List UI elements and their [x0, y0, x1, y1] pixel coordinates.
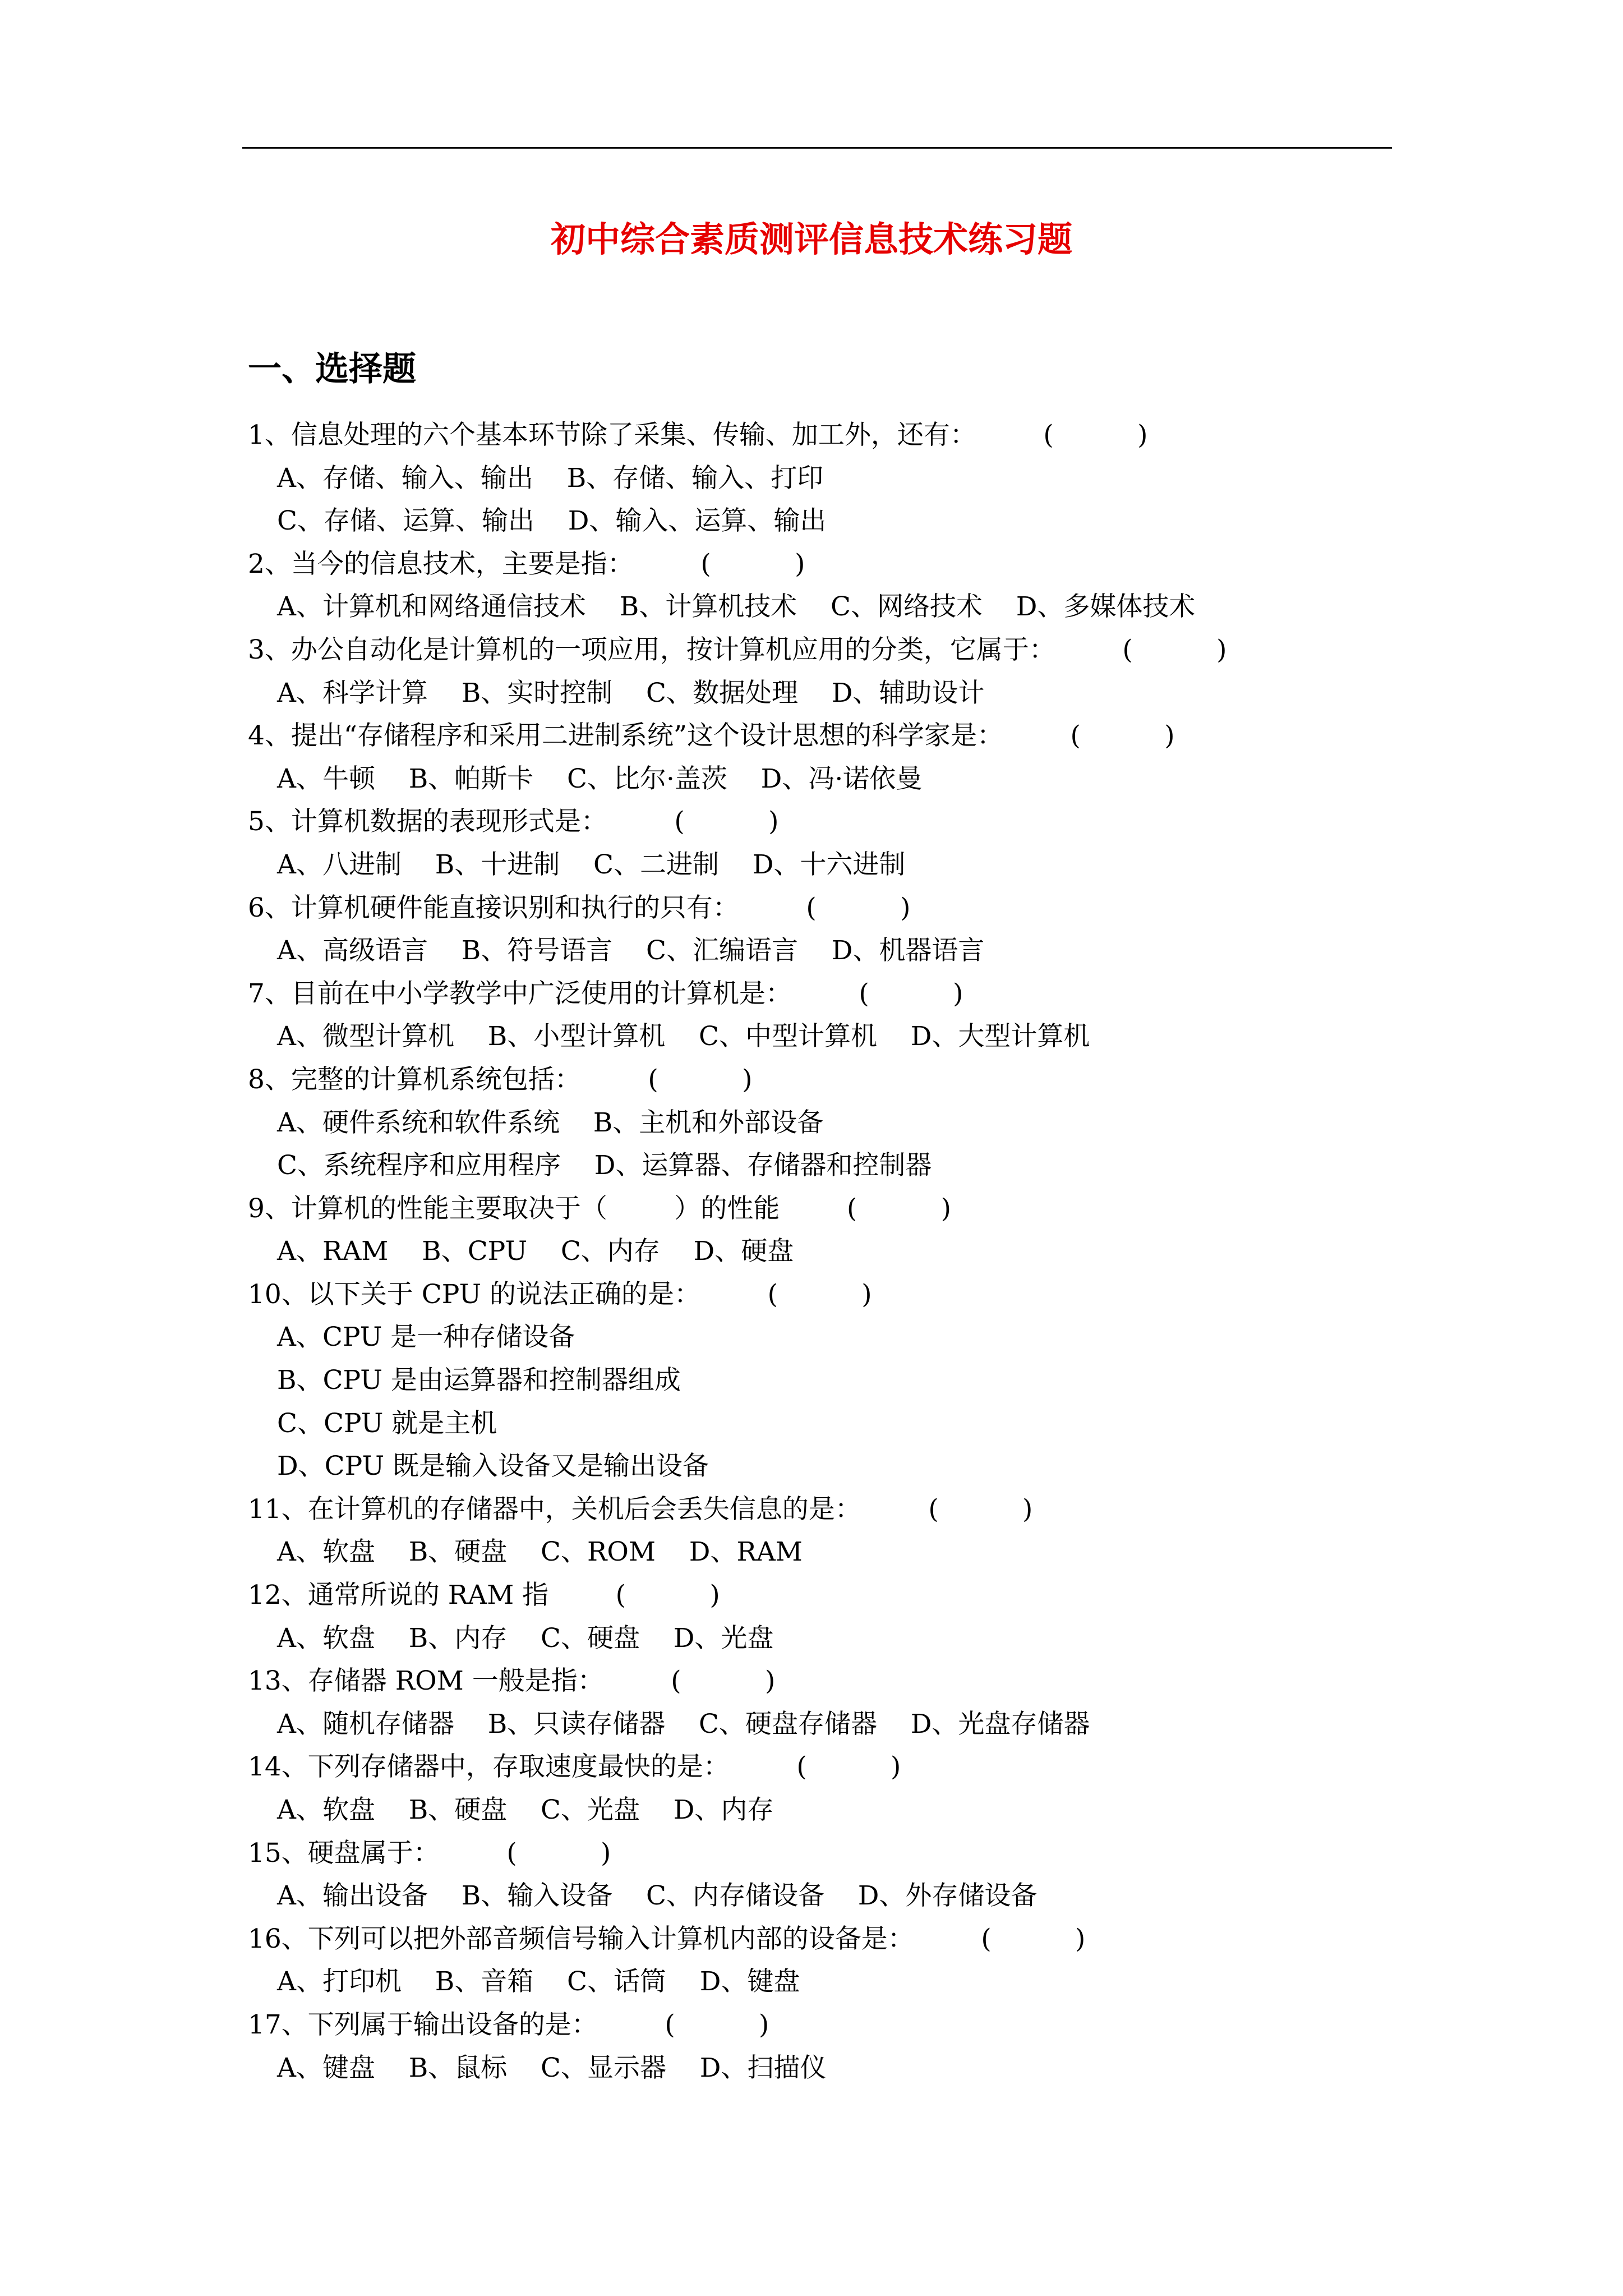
question-text: 12、通常所说的 RAM 指 ( )	[248, 1580, 720, 1611]
answer-options: A、硬件系统和软件系统 B、主机和外部设备	[277, 1107, 824, 1138]
question-text: 17、下列属于输出设备的是： ( )	[248, 2009, 769, 2040]
question-text: 15、硬盘属于： ( )	[248, 1837, 611, 1869]
question-text: 2、当今的信息技术，主要是指： ( )	[248, 548, 805, 579]
answer-options: A、存储、输入、输出 B、存储、输入、打印	[277, 462, 824, 494]
header-rule	[242, 147, 1392, 149]
answer-options: A、科学计算 B、实时控制 C、数据处理 D、辅助设计	[277, 677, 985, 708]
answer-options: C、CPU 就是主机	[277, 1407, 497, 1439]
question-list	[248, 414, 1403, 2090]
question-text: 13、存储器 ROM 一般是指： ( )	[248, 1665, 776, 1697]
answer-options: A、打印机 B、音箱 C、话筒 D、键盘	[277, 1966, 800, 1998]
answer-options: A、软盘 B、内存 C、硬盘 D、光盘	[277, 1622, 774, 1654]
answer-options: A、高级语言 B、符号语言 C、汇编语言 D、机器语言	[277, 935, 985, 967]
document-title: 初中综合素质测评信息技术练习题	[550, 219, 1072, 260]
question-text: 9、计算机的性能主要取决于（ ）的性能 ( )	[248, 1193, 952, 1224]
answer-options: C、系统程序和应用程序 D、运算器、存储器和控制器	[277, 1150, 932, 1181]
answer-options: A、软盘 B、硬盘 C、ROM D、RAM	[277, 1536, 803, 1568]
answer-options: A、输出设备 B、输入设备 C、内存储设备 D、外存储设备	[277, 1880, 1038, 1912]
answer-options: A、软盘 B、硬盘 C、光盘 D、内存	[277, 1795, 774, 1825]
section-heading: 一、选择题	[248, 349, 416, 389]
answer-options: A、随机存储器 B、只读存储器 C、硬盘存储器 D、光盘存储器	[277, 1708, 1090, 1740]
question-text: 6、计算机硬件能直接识别和执行的只有： ( )	[248, 892, 911, 923]
answer-options: A、八进制 B、十进制 C、二进制 D、十六进制	[277, 849, 906, 880]
answer-options: B、CPU 是由运算器和控制器组成	[277, 1365, 681, 1396]
answer-options: A、RAM B、CPU C、内存 D、硬盘	[277, 1236, 794, 1267]
question-text: 1、信息处理的六个基本环节除了采集、传输、加工外，还有： ( )	[248, 420, 1148, 450]
answer-options: A、CPU 是一种存储设备	[277, 1322, 575, 1353]
answer-options: A、键盘 B、鼠标 C、显示器 D、扫描仪	[277, 2052, 827, 2083]
question-text: 5、计算机数据的表现形式是： ( )	[248, 806, 779, 838]
question-text: 14、下列存储器中，存取速度最快的是： ( )	[248, 1751, 901, 1783]
question-text: 8、完整的计算机系统包括： ( )	[248, 1064, 753, 1095]
question-text: 10、以下关于 CPU 的说法正确的是： ( )	[248, 1278, 872, 1310]
question-text: 7、目前在中小学教学中广泛使用的计算机是： ( )	[248, 978, 963, 1009]
question-text: 16、下列可以把外部音频信号输入计算机内部的设备是： ( )	[248, 1923, 1086, 1954]
answer-options: A、微型计算机 B、小型计算机 C、中型计算机 D、大型计算机	[277, 1021, 1090, 1052]
question-text: 3、办公自动化是计算机的一项应用，按计算机应用的分类，它属于： ( )	[248, 634, 1227, 665]
answer-options: C、存储、运算、输出 D、输入、运算、输出	[277, 505, 827, 537]
answer-options: D、CPU 既是输入设备又是输出设备	[277, 1451, 709, 1482]
answer-options: A、计算机和网络通信技术 B、计算机技术 C、网络技术 D、多媒体技术	[277, 591, 1196, 623]
question-text: 4、提出“存储程序和采用二进制系统”这个设计思想的科学家是： ( )	[248, 720, 1175, 752]
answer-options: A、牛顿 B、帕斯卡 C、比尔·盖茨 D、冯·诺依曼	[277, 763, 923, 794]
question-text: 11、在计算机的存储器中，关机后会丢失信息的是： ( )	[248, 1493, 1033, 1525]
